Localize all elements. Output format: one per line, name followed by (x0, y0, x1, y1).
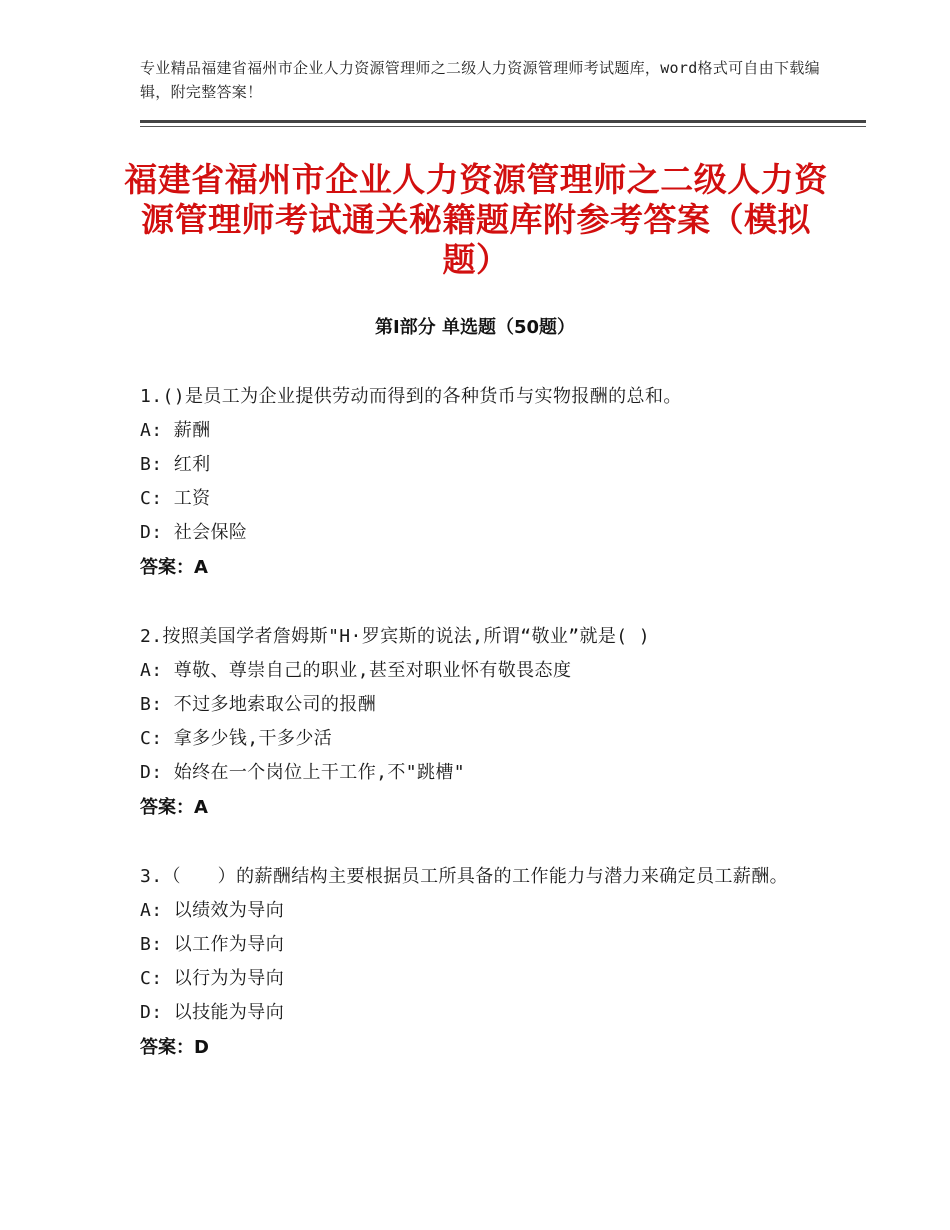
question-3 (140, 860, 820, 1066)
option-a: A: 薪酬 (140, 420, 211, 441)
section-title: 第Ⅰ部分 单选题（50题） (374, 317, 575, 338)
question-list (140, 380, 820, 1100)
option-a: A: 尊敬、尊崇自己的职业,甚至对职业怀有敬畏态度 (140, 660, 572, 681)
option-b: B: 以工作为导向 (140, 934, 285, 955)
header-note: 专业精品福建省福州市企业人力资源管理师之二级人力资源管理师考试题库，word格式可自由下载编辑，附完整答案！ (140, 59, 820, 101)
option-a: A: 以绩效为导向 (140, 900, 285, 921)
option-d: D: 社会保险 (140, 522, 248, 543)
answer-label: 答案：D (140, 1037, 209, 1058)
option-b: B: 红利 (140, 454, 211, 475)
option-b: B: 不过多地索取公司的报酬 (140, 694, 377, 715)
question-stem: 1.()是员工为企业提供劳动而得到的各种货币与实物报酬的总和。 (140, 386, 682, 407)
option-d: D: 以技能为导向 (140, 1002, 285, 1023)
question-2 (140, 620, 820, 826)
question-stem: 2.按照美国学者詹姆斯"H·罗宾斯的说法,所谓“敬业”就是( ) (140, 626, 651, 647)
answer-label: 答案：A (140, 797, 208, 818)
option-d: D: 始终在一个岗位上干工作,不"跳槽" (140, 762, 466, 783)
header-divider-thick (140, 120, 866, 123)
option-c: C: 以行为为导向 (140, 968, 285, 989)
question-stem: 3.（ ）的薪酬结构主要根据员工所具备的工作能力与潜力来确定员工薪酬。 (140, 866, 789, 887)
answer-label: 答案：A (140, 557, 208, 578)
option-c: C: 拿多少钱,干多少活 (140, 728, 333, 749)
question-1 (140, 380, 820, 586)
document-title: 福建省福州市企业人力资源管理师之二级人力资源管理师考试通关秘籍题库附参考答案（模拟题） (124, 160, 828, 279)
option-c: C: 工资 (140, 488, 211, 509)
header-divider-thin (140, 126, 866, 127)
